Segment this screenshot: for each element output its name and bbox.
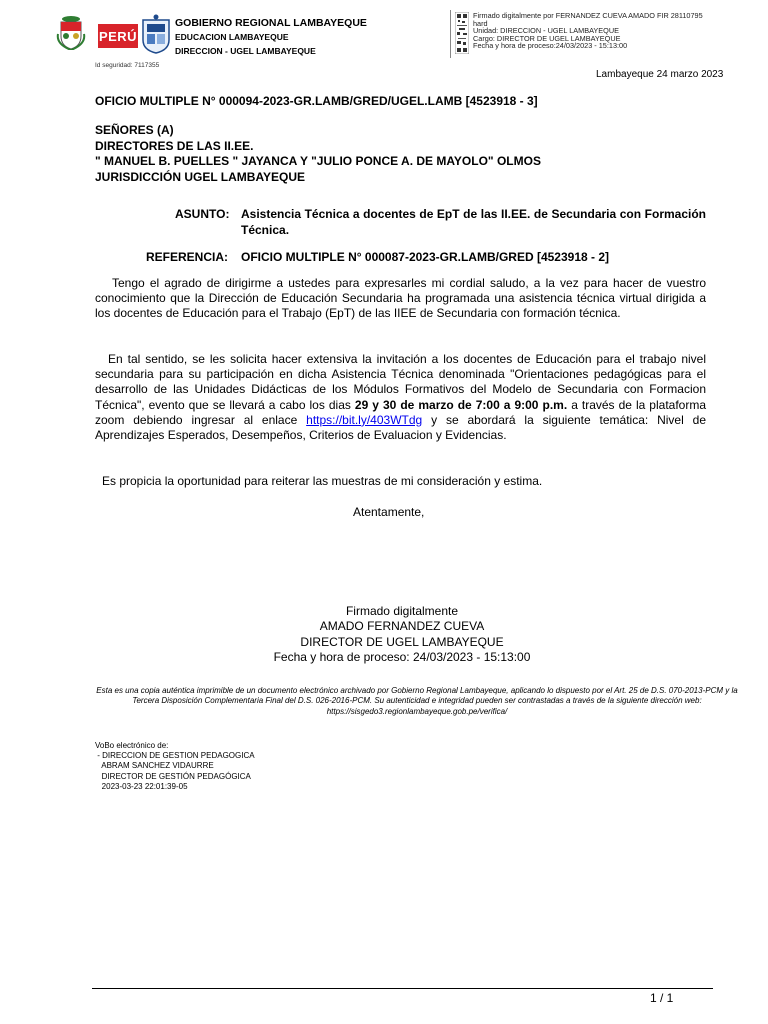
digital-signature-stamp <box>473 12 763 50</box>
addressee-line: SEÑORES (A) <box>95 123 174 137</box>
stamp-line: Cargo: DIRECTOR DE UGEL LAMBAYEQUE <box>473 33 621 43</box>
peru-logo: PERÚ <box>92 24 138 48</box>
asunto-label: ASUNTO: <box>175 207 230 221</box>
oficio-number: OFICIO MULTIPLE N° 000094-2023-GR.LAMB/GRED/UGEL.LAMB [4523918 - 3] <box>95 94 538 108</box>
header-subtitle-ugel: DIRECCION - UGEL LAMBAYEQUE <box>175 46 316 56</box>
qr-code-icon <box>455 12 469 54</box>
addressee-block <box>95 123 541 185</box>
vobo-title: VoBo electrónico de: <box>95 741 169 750</box>
closing-salutation: Atentamente, <box>353 505 425 519</box>
signer-title: DIRECTOR DE UGEL LAMBAYEQUE <box>300 634 504 649</box>
authenticity-note: Esta es una copia auténtica imprimible de un documento electrónico archivado por Gobierno Regional Lambayeque, aplicando lo dispuesto por el Art. 25 de D.S. 070-2013-PCM y la Tercera Disposición Complementaria Final del D.S. 026-2016-PCM. Su autenticidad e integridad pueden ser contrastadas a través de la siguiente dirección web: https://sisgedo3.regionlambayeque.gob.pe/verifica/ <box>96 686 738 716</box>
paragraph-invitation <box>95 352 706 443</box>
invitation-text-end: y se abordará la siguiente temática: Nivel de Aprendizajes Esperados, Desempeños, Criterios de Evaluacion y Evidencias. <box>95 412 706 443</box>
signature-block <box>192 604 612 666</box>
stamp-line: Fecha y hora de proceso:24/03/2023 - 15:13:00 <box>473 41 628 51</box>
vobo-block <box>95 741 255 792</box>
document-date: Lambayeque 24 marzo 2023 <box>596 69 724 80</box>
signature-line: Firmado digitalmente <box>345 604 459 618</box>
footer-divider <box>92 988 713 989</box>
addressee-line: " MANUEL B. PUELLES " JAYANCA Y "JULIO PONCE A. DE MAYOLO" OLMOS <box>95 154 541 168</box>
national-shield-icon <box>56 14 86 50</box>
referencia-text: OFICIO MULTIPLE N° 000087-2023-GR.LAMB/GRED [4523918 - 2] <box>241 250 610 264</box>
asunto-text: Asistencia Técnica a docentes de EpT de las II.EE. de Secundaria con Formación Técnica. <box>241 207 706 237</box>
page-number: 1 / 1 <box>650 991 674 1005</box>
stamp-line: hard <box>473 18 488 28</box>
invitation-text-cont: a través de la plataforma zoom debiendo ingresar al enlace <box>95 397 706 427</box>
regional-logo-icon <box>140 14 172 54</box>
header-subtitle-education: EDUCACION LAMBAYEQUE <box>175 32 289 42</box>
header-title: GOBIERNO REGIONAL LAMBAYEQUE <box>175 17 367 29</box>
security-id: Id seguridad: 7117355 <box>95 62 160 69</box>
vobo-line: - DIRECCION DE GESTION PEDAGOGICA <box>95 751 255 761</box>
signer-name: AMADO FERNANDEZ CUEVA <box>319 619 485 634</box>
addressee-line: DIRECTORES DE LAS II.EE. <box>95 138 254 153</box>
addressee-line: JURISDICCIÓN UGEL LAMBAYEQUE <box>95 169 306 184</box>
vobo-line: ABRAM SANCHEZ VIDAURRE <box>95 761 214 771</box>
signature-timestamp: Fecha y hora de proceso: 24/03/2023 - 15:13:00 <box>273 650 531 665</box>
paragraph-intro: Tengo el agrado de dirigirme a ustedes para expresarles mi cordial saludo, a la vez para hacer de vuestro conocimiento que la Dirección de Educación Secundaria ha programada una asistencia técnica virtual dirigida a los docentes de Educación para el Trabajo (EpT) de las IIEE de Secundaria con formación técnica. <box>95 276 706 321</box>
referencia-label: REFERENCIA: <box>146 250 229 264</box>
header-divider <box>450 10 451 58</box>
stamp-line: Firmado digitalmente por FERNANDEZ CUEVA AMADO FIR 28110795 <box>473 11 703 20</box>
stamp-line: Unidad: DIRECCION - UGEL LAMBAYEQUE <box>473 26 619 36</box>
vobo-line: DIRECTOR DE GESTIÓN PEDAGÓGICA <box>95 771 251 781</box>
event-dates: 29 y 30 de marzo de 7:00 a 9:00 p.m. <box>354 397 568 412</box>
paragraph-closing: Es propicia la oportunidad para reiterar las muestras de mi consideración y estima. <box>102 474 543 488</box>
invitation-text: En tal sentido, se les solicita hacer extensiva la invitación a los docentes de Educación para el trabajo nivel secundaria para su participación en dicha Asistencia Técnica denominada "Orientaciones pedagógicas para el desarrollo de las Unidades Didácticas de los Módulos Formativos del Modelo de Secundaria con Formacion Técnica", evento que se llevará a cabo los dias <box>95 352 706 412</box>
zoom-link[interactable]: https://bit.ly/403WTdg <box>306 412 423 427</box>
vobo-line: 2023-03-23 22:01:39-05 <box>95 781 188 791</box>
